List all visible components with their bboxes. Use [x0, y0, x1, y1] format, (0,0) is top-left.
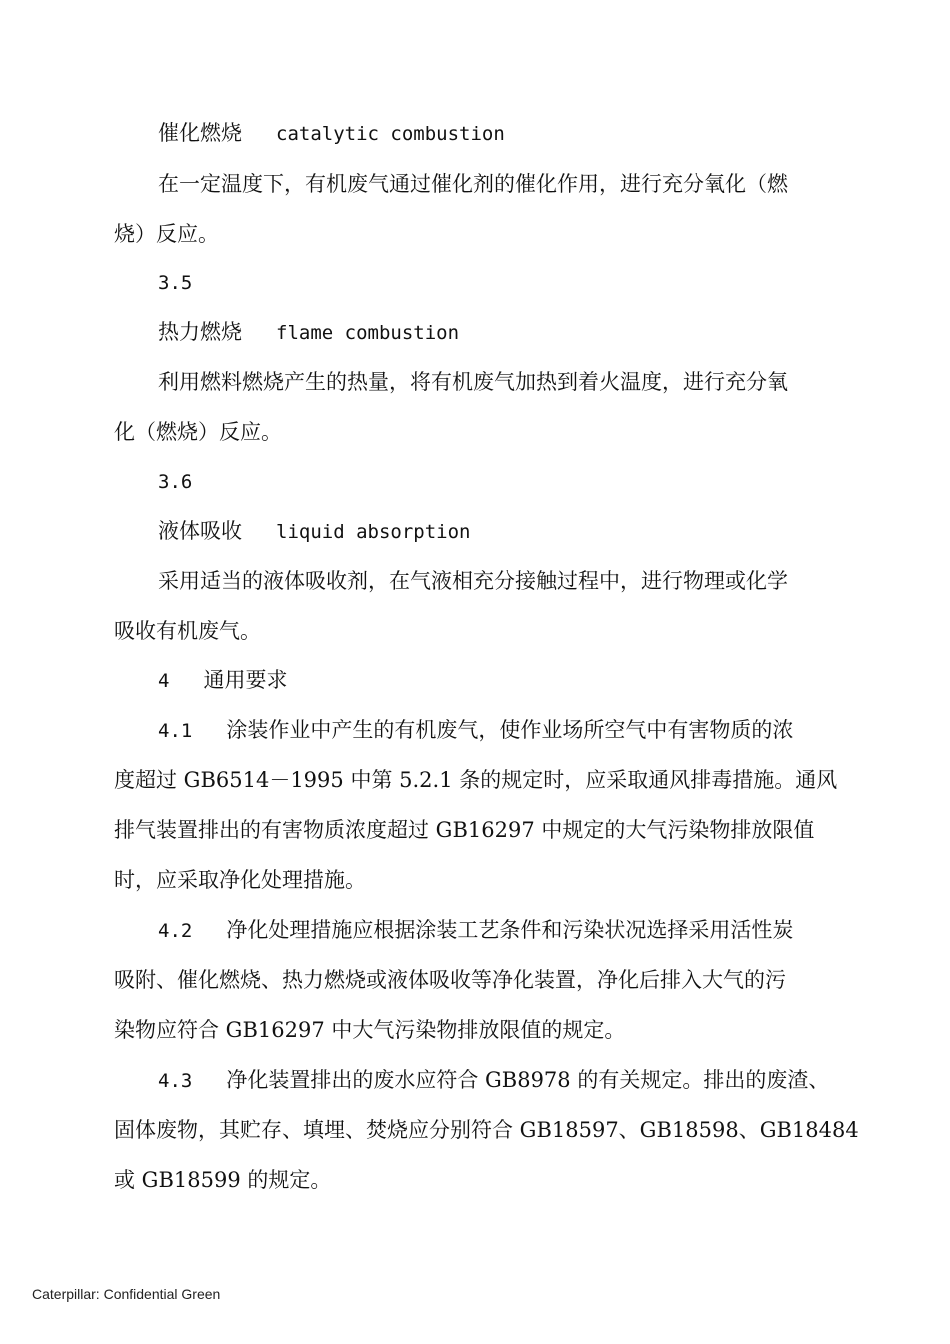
term-zh: 催化燃烧 — [158, 121, 242, 145]
clause-text: 净化处理措施应根据涂装工艺条件和污染状况选择采用活性炭 — [226, 918, 794, 942]
clause-number: 4.1 — [158, 720, 193, 742]
term-zh: 液体吸收 — [158, 519, 242, 543]
term-zh: 热力燃烧 — [158, 320, 242, 344]
section-heading — [158, 665, 287, 696]
clause-line: 染物应符合 GB16297 中大气污染物排放限值的规定。 — [114, 1018, 626, 1042]
term-number: 3.6 — [158, 471, 193, 493]
definition-line: 烧）反应。 — [114, 222, 219, 246]
definition-line: 利用燃料燃烧产生的热量，将有机废气加热到着火温度，进行充分氧 — [158, 370, 788, 394]
term-heading-catalytic — [158, 118, 505, 149]
term-heading-liquid — [158, 516, 470, 547]
term-en: flame combustion — [276, 322, 460, 344]
clause-number: 4.3 — [158, 1070, 193, 1092]
section-number: 4 — [158, 670, 170, 692]
clause-line: 度超过 GB6514－1995 中第 5.2.1 条的规定时，应采取通风排毒措施。通风 — [114, 768, 838, 792]
clause-line: 时，应采取净化处理措施。 — [114, 868, 366, 892]
definition-line: 在一定温度下，有机废气通过催化剂的催化作用，进行充分氧化（燃 — [158, 172, 788, 196]
clause-text: 涂装作业中产生的有机废气，使作业场所空气中有害物质的浓 — [226, 718, 794, 742]
clause-first-line — [158, 915, 793, 946]
term-en: liquid absorption — [276, 521, 471, 543]
clause-first-line — [158, 1065, 829, 1096]
term-heading-flame — [158, 317, 459, 348]
definition-line: 化（燃烧）反应。 — [114, 420, 282, 444]
term-en: catalytic combustion — [276, 123, 505, 145]
clause-line: 吸附、催化燃烧、热力燃烧或液体吸收等净化装置，净化后排入大气的污 — [114, 968, 786, 992]
term-number: 3.5 — [158, 272, 193, 294]
clause-text: 净化装置排出的废水应符合 GB8978 的有关规定。排出的废渣、 — [226, 1068, 830, 1092]
definition-line: 采用适当的液体吸收剂，在气液相充分接触过程中，进行物理或化学 — [158, 569, 788, 593]
clause-line: 固体废物，其贮存、填埋、焚烧应分别符合 GB18597、GB18598、GB18484 — [114, 1118, 859, 1142]
clause-line: 或 GB18599 的规定。 — [114, 1168, 332, 1192]
definition-line: 吸收有机废气。 — [114, 619, 261, 643]
confidentiality-label: Caterpillar: Confidential Green — [32, 1286, 221, 1302]
clause-number: 4.2 — [158, 920, 193, 942]
clause-first-line — [158, 715, 793, 746]
section-title: 通用要求 — [203, 668, 288, 692]
clause-line: 排气装置排出的有害物质浓度超过 GB16297 中规定的大气污染物排放限值 — [114, 818, 815, 842]
